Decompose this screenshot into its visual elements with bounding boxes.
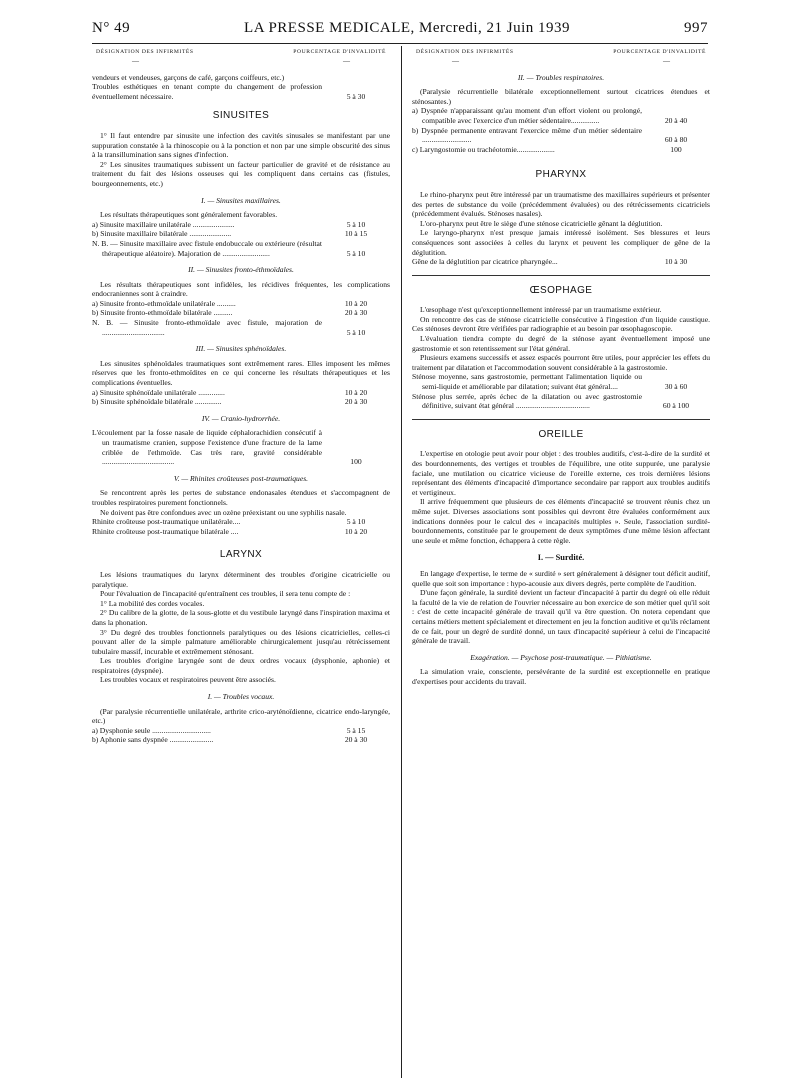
section-title-oesophage: ŒSOPHAGE	[529, 284, 593, 296]
entry-value: 10 à 30	[664, 257, 688, 267]
entry-text: Sténose plus serrée, après échec de la dilatation ou avec gastrostomie définitive, suivant état général .......................................	[412, 391, 642, 411]
paragraph: Les troubles vocaux et respiratoires peuvent être associés.	[100, 675, 276, 685]
entry-value: 5 à 10	[346, 219, 366, 229]
entry-value: 60 à 80	[664, 135, 688, 145]
col-head-designation: DÉSIGNATION DES INFIRMITÉS	[416, 49, 514, 55]
entry-text: c) Laryngostomie ou trachéotomie....................	[412, 144, 555, 154]
entry-row	[412, 372, 710, 391]
subsection-title: II. — Sinusites fronto-éthmoïdales.	[188, 265, 294, 275]
entry-row	[412, 392, 710, 411]
entry-value: 10 à 20	[344, 298, 368, 308]
entry-text: Rhinite croûteuse post-traumatique unilatérale....	[92, 517, 241, 527]
entry-row	[92, 397, 390, 407]
header-rule	[92, 43, 708, 44]
col-head-dashes	[92, 58, 390, 65]
section-title-oreille: OREILLE	[538, 428, 584, 440]
paragraph: 1° Il faut entendre par sinusite une infection des cavités sinusales se manifestant par une suppuration constatée à la rhinoscopie ou à la ponction et non par une simple obscurité des sinus à la transillumination sans signes d'infection.	[92, 130, 390, 160]
entry-row	[92, 735, 390, 745]
section-divider	[412, 419, 710, 420]
section-divider	[412, 275, 710, 276]
entry-value: 5 à 10	[346, 327, 366, 337]
page-header	[92, 20, 708, 42]
journal-title: LA PRESSE MEDICALE, Mercredi, 21 Juin 1939	[244, 20, 571, 36]
entry-row	[92, 726, 390, 736]
paragraph: 2° Les sinusites traumatiques subissent un facteur particulier de gravité et de résistance au traitement du fait des lésions osseuses qui les compliquent dans certains cas (fistules, bourgeonnements, etc.)	[92, 159, 390, 188]
entry-row	[412, 106, 710, 125]
paragraph: Plusieurs examens successifs et assez espacés pourront être utiles, pour apprécier les effets du traitement par dilatation et l'accommodation souvent considérable à la gastrostomie.	[412, 353, 710, 372]
entry-row	[92, 388, 390, 398]
left-column	[92, 48, 390, 745]
entry-text: b) Sinusite fronto-ethmoïdale bilatérale ..........	[92, 308, 233, 318]
entry-text: Rhinite croûteuse post-traumatique bilatérale ....	[92, 526, 239, 536]
subsection-title: Exagération. — Psychose post-traumatique. — Pithiatisme.	[470, 652, 652, 662]
col-head-dash-left: —	[452, 56, 459, 65]
entry-row	[92, 318, 390, 337]
entry-row	[92, 428, 390, 466]
entry-text: b) Sinusite maxillaire bilatérale ......................	[92, 229, 232, 239]
entry-row	[92, 239, 390, 258]
subsection-title: II. — Troubles respiratoires.	[517, 72, 605, 82]
entry-value: 100	[350, 457, 362, 467]
col-head-dash-right: —	[663, 56, 670, 65]
entry-value: 100	[670, 144, 682, 154]
col-head-percent: POURCENTAGE D'INVALIDITÉ	[293, 49, 386, 55]
entry-row	[92, 229, 390, 239]
entry-value: 5 à 10	[346, 517, 366, 527]
entry-text: Troubles esthétiques en tenant compte du changement de profession éventuellement nécessaire.	[92, 82, 322, 101]
paragraph: Le laryngo-pharynx n'est presque jamais intéressé isolément. Ses blessures et leurs conséquences sont associées à celles du larynx et peuvent les compliquer de gêne de la déglutition.	[412, 228, 710, 257]
paragraph: La simulation vraie, consciente, persévérante de la surdité est exceptionnelle en pratique d'expertises pour accidents du travail.	[412, 667, 710, 686]
paragraph: Les résultats thérapeutiques sont infidèles, les récidives fréquentes, les complications endocraniennes sont à craindre.	[92, 279, 390, 299]
subsection-title: III. — Sinusites sphénoïdales.	[195, 344, 287, 354]
paragraph: En langage d'expertise, le terme de « surdité » sert généralement à désigner tout déficit auditif, quelle que soit son importance : hypo-acousie aux divers degrés, perte complète de l'audition.	[412, 568, 710, 588]
paragraph: Les lésions traumatiques du larynx déterminent des troubles d'origine cicatricielle ou paralytique.	[92, 569, 390, 589]
entry-text: N. B. — Sinusite maxillaire avec fistule endobuccale ou extérieure (résultat thérapeutique aléatoire). Majoration de .........................	[92, 238, 322, 258]
entry-value: 60 à 100	[662, 401, 690, 411]
entry-value: 10 à 15	[344, 229, 368, 239]
entry-text: a) Sinusite sphénoïdale unilatérale ..............	[92, 387, 225, 397]
entry-row	[92, 308, 390, 318]
paragraph: Pour l'évaluation de l'incapacité qu'entraînent ces troubles, il sera tenu compte de :	[100, 589, 351, 599]
entry-row	[92, 299, 390, 309]
subsection-title: I. — Troubles vocaux.	[207, 692, 275, 702]
list-item: 1° La mobilité des cordes vocales.	[100, 598, 205, 608]
entry-text: b) Sinusite sphénoïdale bilatérale ..............	[92, 397, 222, 407]
paragraph: (Paralysie récurrentielle bilatérale exceptionnellement surtout cicatrices étendues et sténosantes.)	[412, 87, 710, 106]
entry-value: 10 à 20	[344, 387, 368, 397]
entry-row	[92, 220, 390, 230]
col-head-dashes	[412, 58, 710, 65]
entry-row	[412, 257, 710, 267]
paragraph: Les troubles d'origine laryngée sont de deux ordres vocaux (dysphonie, aphonie) et respiratoires (dyspnée).	[92, 656, 390, 675]
paragraph: L'expertise en otologie peut avoir pour objet : des troubles auditifs, c'est-à-dire de la surdité et des bourdonnements, des vertiges et troubles de l'équilibre, une otite suppurée, une paralysie faciale, une mutilation ou cicatrice vicieuse de l'oreille externe, ces trois dernières lésions représentant des éléments d'incapacité d'importance secondaire par rapport aux troubles auditifs et vertigineux.	[412, 449, 710, 497]
intro-text: vendeurs et vendeuses, garçons de café, garçons coiffeurs, etc.)	[92, 72, 285, 82]
paragraph: L'oro-pharynx peut être le siège d'une sténose cicatricielle gênant la déglutition.	[420, 218, 663, 228]
page-number: 997	[684, 20, 708, 36]
column-divider	[401, 46, 402, 1078]
paragraph: Le rhino-pharynx peut être intéressé par un traumatisme des maxillaires supérieurs et présenter des pertes de substance du voile (précédemment évaluées) ou des rétrécissements cicatriciels (précédemment évalués. Sténoses nasales).	[412, 189, 710, 219]
paragraph: Il arrive fréquemment que plusieurs de ces éléments d'incapacité se trouvent réunis chez un même sujet. Diverses associations sont possibles qui devront être évaluées conformément aux indications données pour le calcul des « incapacités multiples ». Seule, l'association surdité-bourdonnements, constituée par le groupement de deux symptômes d'une même lésion affectant une seule et même fonction, échappera à cette règle.	[412, 497, 710, 545]
section-title-larynx: LARYNX	[219, 549, 263, 561]
paragraph: L'évaluation tiendra compte du degré de la sténose ayant éventuellement imposé une gastrostomie et son retentissement sur l'état général.	[412, 334, 710, 353]
col-head-dash-right: —	[343, 56, 350, 65]
paragraph: D'une façon générale, la surdité devient un facteur d'incapacité à partir du degré où elle réduit la faculté de la vie de relation de l'ouvrier nécessaire au bon exercice de son métier quel qu'il soit : c'est de cette incapacité générale de travail qu'il va être question. On notera cependant que certains métiers mettent spécialement et directement en jeu la fonction auditive et qu'ils réclament de ce fait, pour un degré de surdité donné, un taux d'incapacité supérieur à celui de l'incapacité générale de travail.	[412, 588, 710, 646]
entry-value: 20 à 30	[344, 308, 368, 318]
entry-text: a) Sinusite maxillaire unilatérale ......................	[92, 219, 235, 229]
paragraph: Les résultats thérapeutiques sont généralement favorables.	[100, 210, 278, 220]
entry-value: 20 à 30	[344, 735, 368, 745]
subsection-title: V. — Rhinites croûteuses post-traumatiques.	[173, 473, 309, 483]
entry-row	[92, 517, 390, 527]
col-head-percent: POURCENTAGE D'INVALIDITÉ	[613, 49, 706, 55]
right-column	[412, 48, 710, 686]
entry-text: Sténose moyenne, sans gastrostomie, permettant l'alimentation liquide ou semi-liquide et améliorable par dilatation; suivant état général....	[412, 372, 642, 392]
section-title-pharynx: PHARYNX	[535, 169, 587, 181]
section-title-sinusites: SINUSITES	[212, 110, 270, 122]
entry-row	[412, 126, 710, 145]
entry-value: 20 à 30	[344, 397, 368, 407]
entry-row	[92, 527, 390, 537]
paragraph: L'œsophage n'est qu'exceptionnellement intéressé par un traumatisme extérieur.	[420, 305, 662, 315]
entry-value: 10 à 20	[344, 526, 368, 536]
entry-text: Gêne de la déglutition par cicatrice pharyngée...	[412, 257, 558, 267]
entry-value: 5 à 15	[346, 725, 366, 735]
paragraph: Ne doivent pas être confondues avec un ozène préexistant ou une syphilis nasale.	[100, 507, 347, 517]
subsection-title: I. — Surdité.	[537, 553, 585, 563]
entry-text: a) Sinusite fronto-ethmoïdale unilatérale ..........	[92, 298, 236, 308]
entry-text: a) Dysphonie seule ...............................	[92, 725, 211, 735]
paragraph: (Par paralysie récurrentielle unilatérale, arthrite crico-aryténoïdienne, cicatrice endo-laryngée, etc.)	[92, 706, 390, 726]
entry-row	[412, 145, 710, 155]
subsection-title: I. — Sinusites maxillaires.	[201, 195, 281, 205]
issue-number: N° 49	[92, 20, 131, 36]
entry-text: b) Dyspnée permanente entravant l'exercice même d'un métier sédentaire ..........................	[412, 125, 642, 145]
list-item: 2° Du calibre de la glotte, de la sous-glotte et du vestibule laryngé dans l'inspiration maxima et dans la phonation.	[92, 608, 390, 627]
entry-value: 20 à 40	[664, 115, 688, 125]
entry-text: N. B. — Sinusite fronto-ethmoïdale avec fistule, majoration de .................................	[92, 318, 322, 337]
list-item: 3° Du degré des troubles fonctionnels paralytiques ou des lésions cicatricielles, celles-ci pouvant aller de la simple palmature améliorable chirurgicalement jusqu'au rétrécissement tubulaire massif, incurable et extrêmement sténosant.	[92, 627, 390, 656]
col-head-designation: DÉSIGNATION DES INFIRMITÉS	[96, 49, 194, 55]
entry-value: 5 à 10	[346, 248, 366, 258]
entry-value: 5 à 30	[346, 91, 366, 101]
entry-text: L'écoulement par la fosse nasale de liquide céphalorachidien consécutif à un traumatisme cranien, suppose l'existence d'une fracture de la lame criblée de l'ethmoïde. Cas très rare, gravité considérable ......................................	[92, 428, 322, 467]
subsection-title: IV. — Cranio-hydrorrhée.	[201, 413, 281, 423]
paragraph: Se rencontrent après les pertes de substance endonasales étendues et s'accompagnent de troubles respiratoires purement fonctionnels.	[92, 488, 390, 507]
entry-text: b) Aphonie sans dyspnée .......................	[92, 735, 214, 745]
entry-row	[92, 82, 390, 101]
paragraph: Les sinusites sphénoïdales traumatiques sont extrêmement rares. Elles imposent les mêmes réserves que les fronto-ethmoïdites en ce qui concerne les résultats thérapeutiques et les complications éventuelles.	[92, 358, 390, 388]
paragraph: On rencontre des cas de sténose cicatricielle consécutive à l'ingestion d'un liquide caustique. Ces sténoses devront être vérifiées par radiographie et au besoin par œsophagoscopie.	[412, 314, 710, 334]
entry-text: a) Dyspnée n'apparaissant qu'au moment d'un effort violent ou prolongé, compatible avec l'exercice d'un métier sédentaire...............	[412, 106, 642, 125]
col-head-dash-left: —	[132, 56, 139, 65]
entry-value: 30 à 60	[664, 382, 688, 392]
